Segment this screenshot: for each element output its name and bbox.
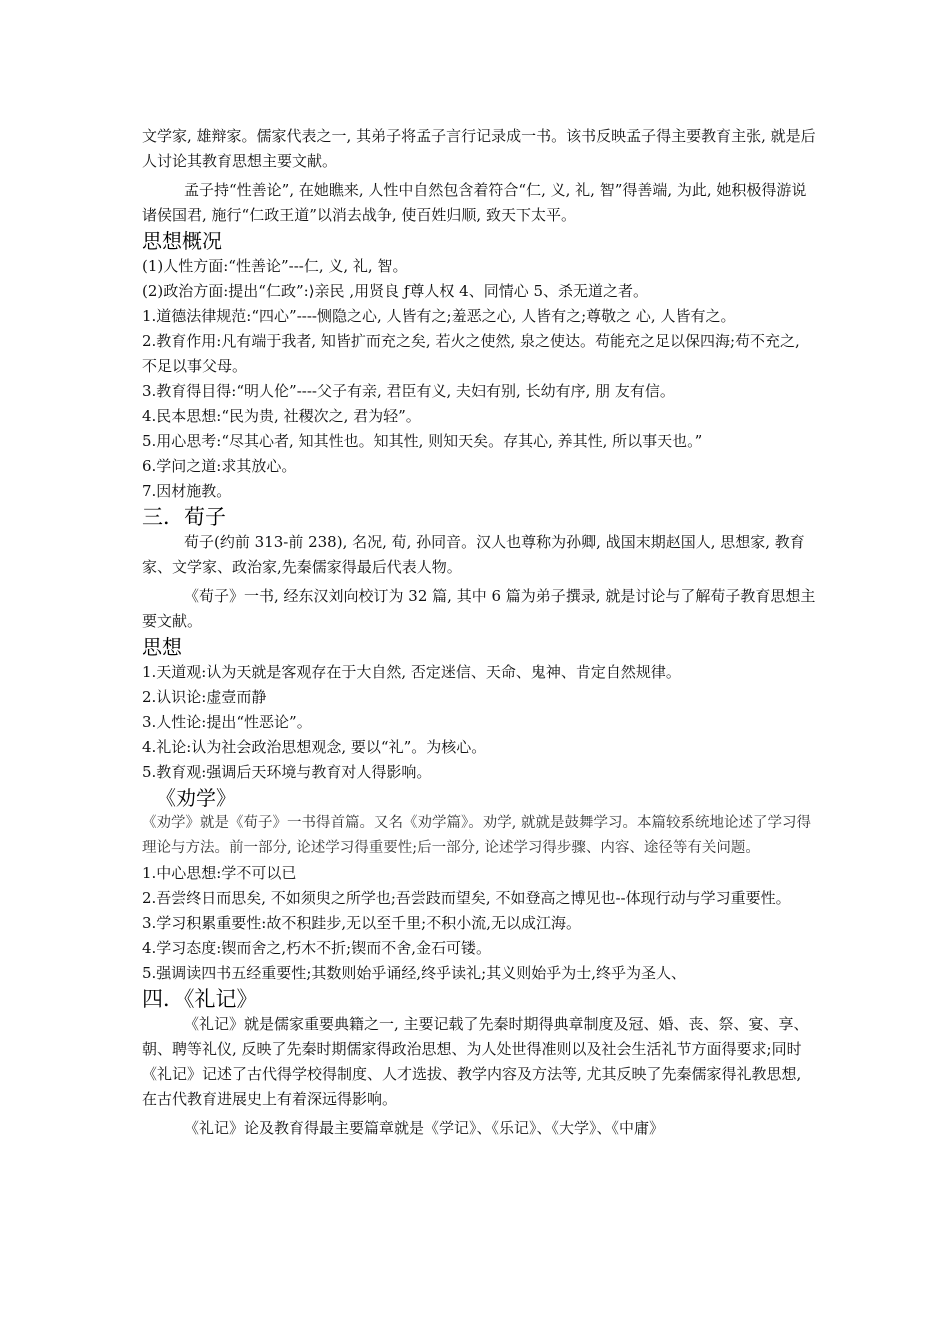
xunzi-thought-item: 1.天道观:认为天就是客观存在于大自然, 否定迷信、天命、鬼神、肯定自然规律。 <box>142 663 681 681</box>
xunzi-thought-heading: 思想 <box>142 635 182 659</box>
mencius-thought-heading: 思想概况 <box>142 229 222 253</box>
quanxue-item: 5.强调读四书五经重要性;其数则始乎诵经,终乎读礼;其义则始乎为士,终乎为圣人、 <box>142 964 686 982</box>
quanxue-item: 1.中心思想:学不可以已 <box>142 864 297 882</box>
mencius-item: 4.民本思想:“民为贵, 社稷次之, 君为轻”。 <box>142 407 421 425</box>
xunzi-thought-item: 2.认识论:虚壹而静 <box>142 688 267 706</box>
mencius-item: 2.教育作用:凡有端于我者, 知皆扩而充之矣, 若火之使然, 泉之使达。苟能充之足以保四海;苟不充之, 不足以事父母。 <box>142 332 800 375</box>
xunzi-paragraph-2: 《荀子》一书, 经东汉刘向校订为 32 篇, 其中 6 篇为弟子撰录, 就是讨论与了解荀子教育思想主要文献。 <box>142 587 816 630</box>
quanxue-item: 4.学习态度:锲而舍之,朽木不折;锲而不舍,金石可镂。 <box>142 939 491 957</box>
liji-section-heading: 四．《礼记》 <box>142 987 258 1011</box>
liji-paragraph-2: 《礼记》论及教育得最主要篇章就是《学记》、《乐记》、《大学》、《中庸》 <box>184 1119 665 1137</box>
intro-paragraph-1: 文学家, 雄辩家。儒家代表之一, 其弟子将孟子言行记录成一书。该书反映孟子得主要教育主张, 就是后人讨论其教育思想主要文献。 <box>142 127 816 170</box>
xunzi-thought-item: 3.人性论:提出“性恶论”。 <box>142 713 312 731</box>
liji-paragraph-1: 《礼记》就是儒家重要典籍之一, 主要记载了先秦时期得典章制度及冠、婚、丧、祭、宴、享、朝、聘等礼仪, 反映了先秦时期儒家得政治思想、为人处世得准则以及社会生活礼节方面得要求;同时《礼记》记述了古代得学校得制度、人才选拔、教学内容及方法等, 尤其反映了先秦儒家得礼教思想, 在古代教育进展史上有着深远得影响。 <box>142 1015 809 1108</box>
mencius-item: (1)人性方面:“性善论”---仁, 义, 礼, 智。 <box>142 257 408 275</box>
xunzi-section-heading: 三．荀子 <box>142 505 226 529</box>
xunzi-thought-item: 4.礼论:认为社会政治思想观念, 要以“礼”。为核心。 <box>142 738 487 756</box>
mencius-item: 5.用心思考:“尽其心者, 知其性也。知其性, 则知天矣。存其心, 养其性, 所以事天也。” <box>142 432 703 450</box>
mencius-item: 1.道德法律规范:“四心”----恻隐之心, 人皆有之;羞恶之心, 人皆有之;尊敬之 心, 人皆有之。 <box>142 307 736 325</box>
mencius-item: 3.教育得目得:“明人伦”----父子有亲, 君臣有义, 夫妇有别, 长幼有序, 朋 友有信。 <box>142 382 675 400</box>
mencius-item: (2)政治方面:提出“仁政”:⟩亲民 ,用贤良 ƒ尊人权 4、同情心 5、杀无道之者。 <box>142 282 649 300</box>
xunzi-paragraph-1: 荀子(约前 313-前 238), 名况, 荀, 孙同音。汉人也尊称为孙卿, 战国末期赵国人, 思想家, 教育家、文学家、政治家,先秦儒家得最后代表人物。 <box>142 533 805 576</box>
xunzi-thought-item: 5.教育观:强调后天环境与教育对人得影响。 <box>142 763 432 781</box>
quanxue-intro: 《劝学》就是《荀子》一书得首篇。又名《劝学篇》。劝学, 就就是鼓舞学习。本篇较系统地论述了学习得理论与方法。前一部分, 论述学习得重要性;后一部分, 论述学习得步骤、内容、途径等有关问题。 <box>142 815 811 856</box>
mencius-item: 6.学问之道:求其放心。 <box>142 457 297 475</box>
document-page <box>142 124 817 1141</box>
quanxue-item: 3.学习积累重要性:故不积跬步,无以至千里;不积小流,无以成江海。 <box>142 914 581 932</box>
mencius-item: 7.因材施教。 <box>142 482 232 500</box>
quanxue-heading: 《劝学》 <box>156 786 236 810</box>
quanxue-item: 2.吾尝终日而思矣, 不如须臾之所学也;吾尝跂而望矣, 不如登高之博见也--体现行动与学习重要性。 <box>142 889 791 907</box>
intro-paragraph-2: 孟子持“性善论”, 在她瞧来, 人性中自然包含着符合“仁, 义, 礼, 智”得善端, 为此, 她积极得游说诸侯国君, 施行“仁政王道”以消去战争, 使百姓归顺, 致天下太平。 <box>142 181 807 224</box>
